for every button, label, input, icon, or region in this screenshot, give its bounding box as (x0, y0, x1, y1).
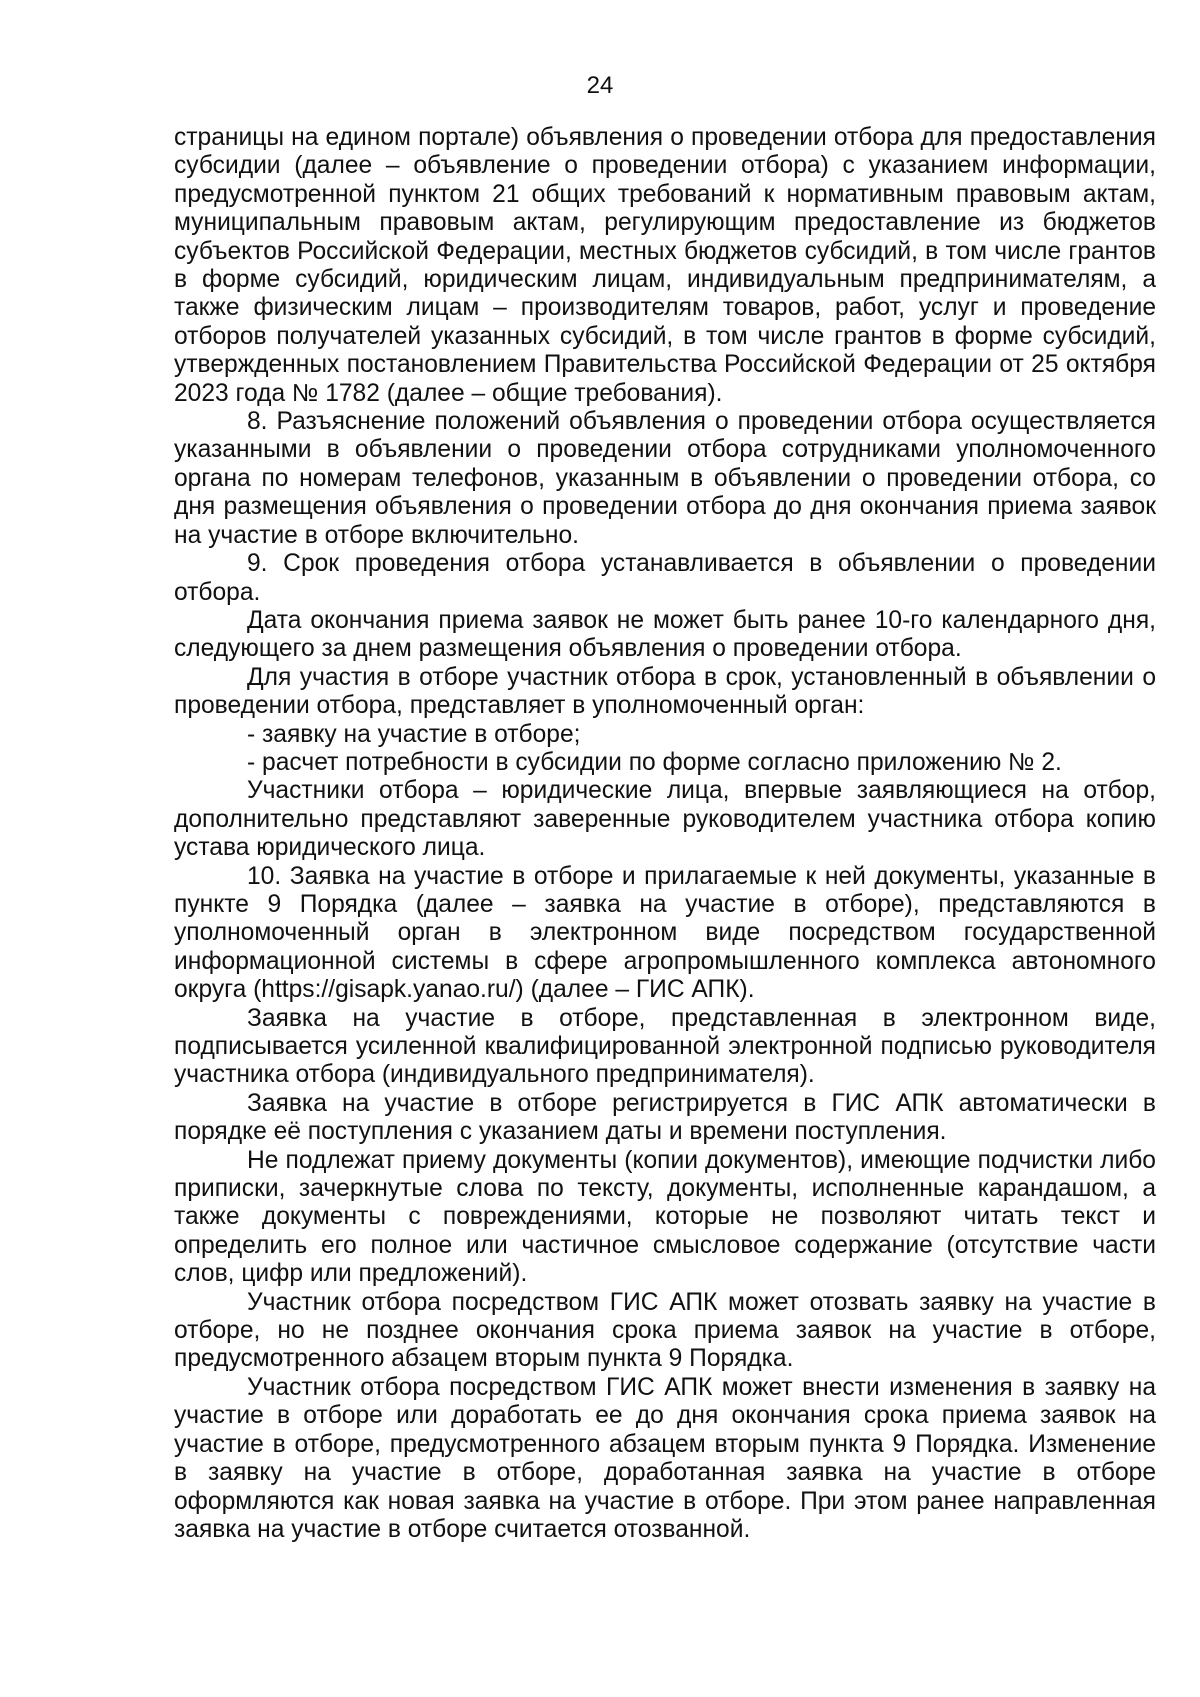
paragraph-registration: Заявка на участие в отборе регистрируется в ГИС АПК автоматически в порядке её поступления с указанием даты и времени поступления. (174, 1089, 1156, 1146)
paragraph-item-9: 9. Срок проведения отбора устанавливается в объявлении о проведении отбора. (174, 550, 1156, 606)
paragraph-changes: Участник отбора посредством ГИС АПК может внести изменения в заявку на участие в отборе или доработать ее до дня окончания срока приема заявок на участие в отборе, предусмотренного абзацем вторым пункта 9 Порядка. Изменение в заявку на участие в отборе, доработанная заявка на участие в отборе оформляются как новая заявка на участие в отборе. При этом ранее направленная заявка на участие в отборе считается отозванной. (174, 1373, 1156, 1543)
paragraph-rejection: Не подлежат приему документы (копии документов), имеющие подчистки либо приписки, зачеркнутые слова по тексту, документы, исполненные карандашом, а также документы с повреждениями, которые не позволяют читать текст и определить его полное или частичное смысловое содержание (отсутствие части слов, цифр или предложений). (174, 1146, 1156, 1288)
list-item-application: - заявку на участие в отборе; (247, 720, 581, 748)
paragraph-continuation: страницы на едином портале) объявления о проведении отбора для предоставления субсидии (далее – объявление о проведении отбора) с указанием информации, предусмотренной пунктом 21 общих требований к нормативным правовым актам, муниципальным правовым актам, регулирующим предоставление из бюджетов субъектов Российской Федерации, местных бюджетов субсидий, в том числе грантов в форме субсидий, юридическим лицам, индивидуальным предпринимателям, а также физическим лицам – производителям товаров, работ, услуг и проведение отборов получателей указанных субсидий, в том числе грантов в форме субсидий, утвержденных постановлением Правительства Российской Федерации от 25 октября 2023 года № 1782 (далее – общие требования). (174, 124, 1156, 407)
paragraph-item-10: 10. Заявка на участие в отборе и прилагаемые к ней документы, указанные в пункте 9 Порядка (далее – заявка на участие в отборе), представляются в уполномоченный орган в электронном виде посредством государственной информационной системы в сфере агропромышленного комплекса автономного округа (https://gisapk.yanao.ru/) (далее – ГИС АПК). (174, 862, 1156, 1004)
paragraph-withdrawal: Участник отбора посредством ГИС АПК может отозвать заявку на участие в отборе, но не позднее окончания срока приема заявок на участие в отборе, предусмотренного абзацем вторым пункта 9 Порядка. (174, 1288, 1156, 1373)
paragraph-participation: Для участия в отборе участник отбора в срок, установленный в объявлении о проведении отбора, представляет в уполномоченный орган: (174, 663, 1156, 720)
paragraph-legal-entities: Участники отбора – юридические лица, впервые заявляющиеся на отбор, дополнительно представляют заверенные руководителем участника отбора копию устава юридического лица. (174, 777, 1156, 862)
paragraph-signature: Заявка на участие в отборе, представленная в электронном виде, подписывается усиленной квалифицированной электронной подписью руководителя участника отбора (индивидуального предпринимателя). (174, 1004, 1156, 1089)
document-body (174, 124, 1156, 1544)
list-item-calculation: - расчет потребности в субсидии по форме согласно приложению № 2. (247, 748, 1062, 776)
paragraph-item-8: 8. Разъяснение положений объявления о проведении отбора осуществляется указанными в объявлении о проведении отбора сотрудниками уполномоченного органа по номерам телефонов, указанным в объявлении о проведении отбора, со дня размещения объявления о проведении отбора до дня окончания приема заявок на участие в отборе включительно. (174, 408, 1156, 549)
page-number: 24 (586, 72, 614, 99)
paragraph-deadline: Дата окончания приема заявок не может быть ранее 10-го календарного дня, следующего за днем размещения объявления о проведении отбора. (174, 606, 1156, 663)
